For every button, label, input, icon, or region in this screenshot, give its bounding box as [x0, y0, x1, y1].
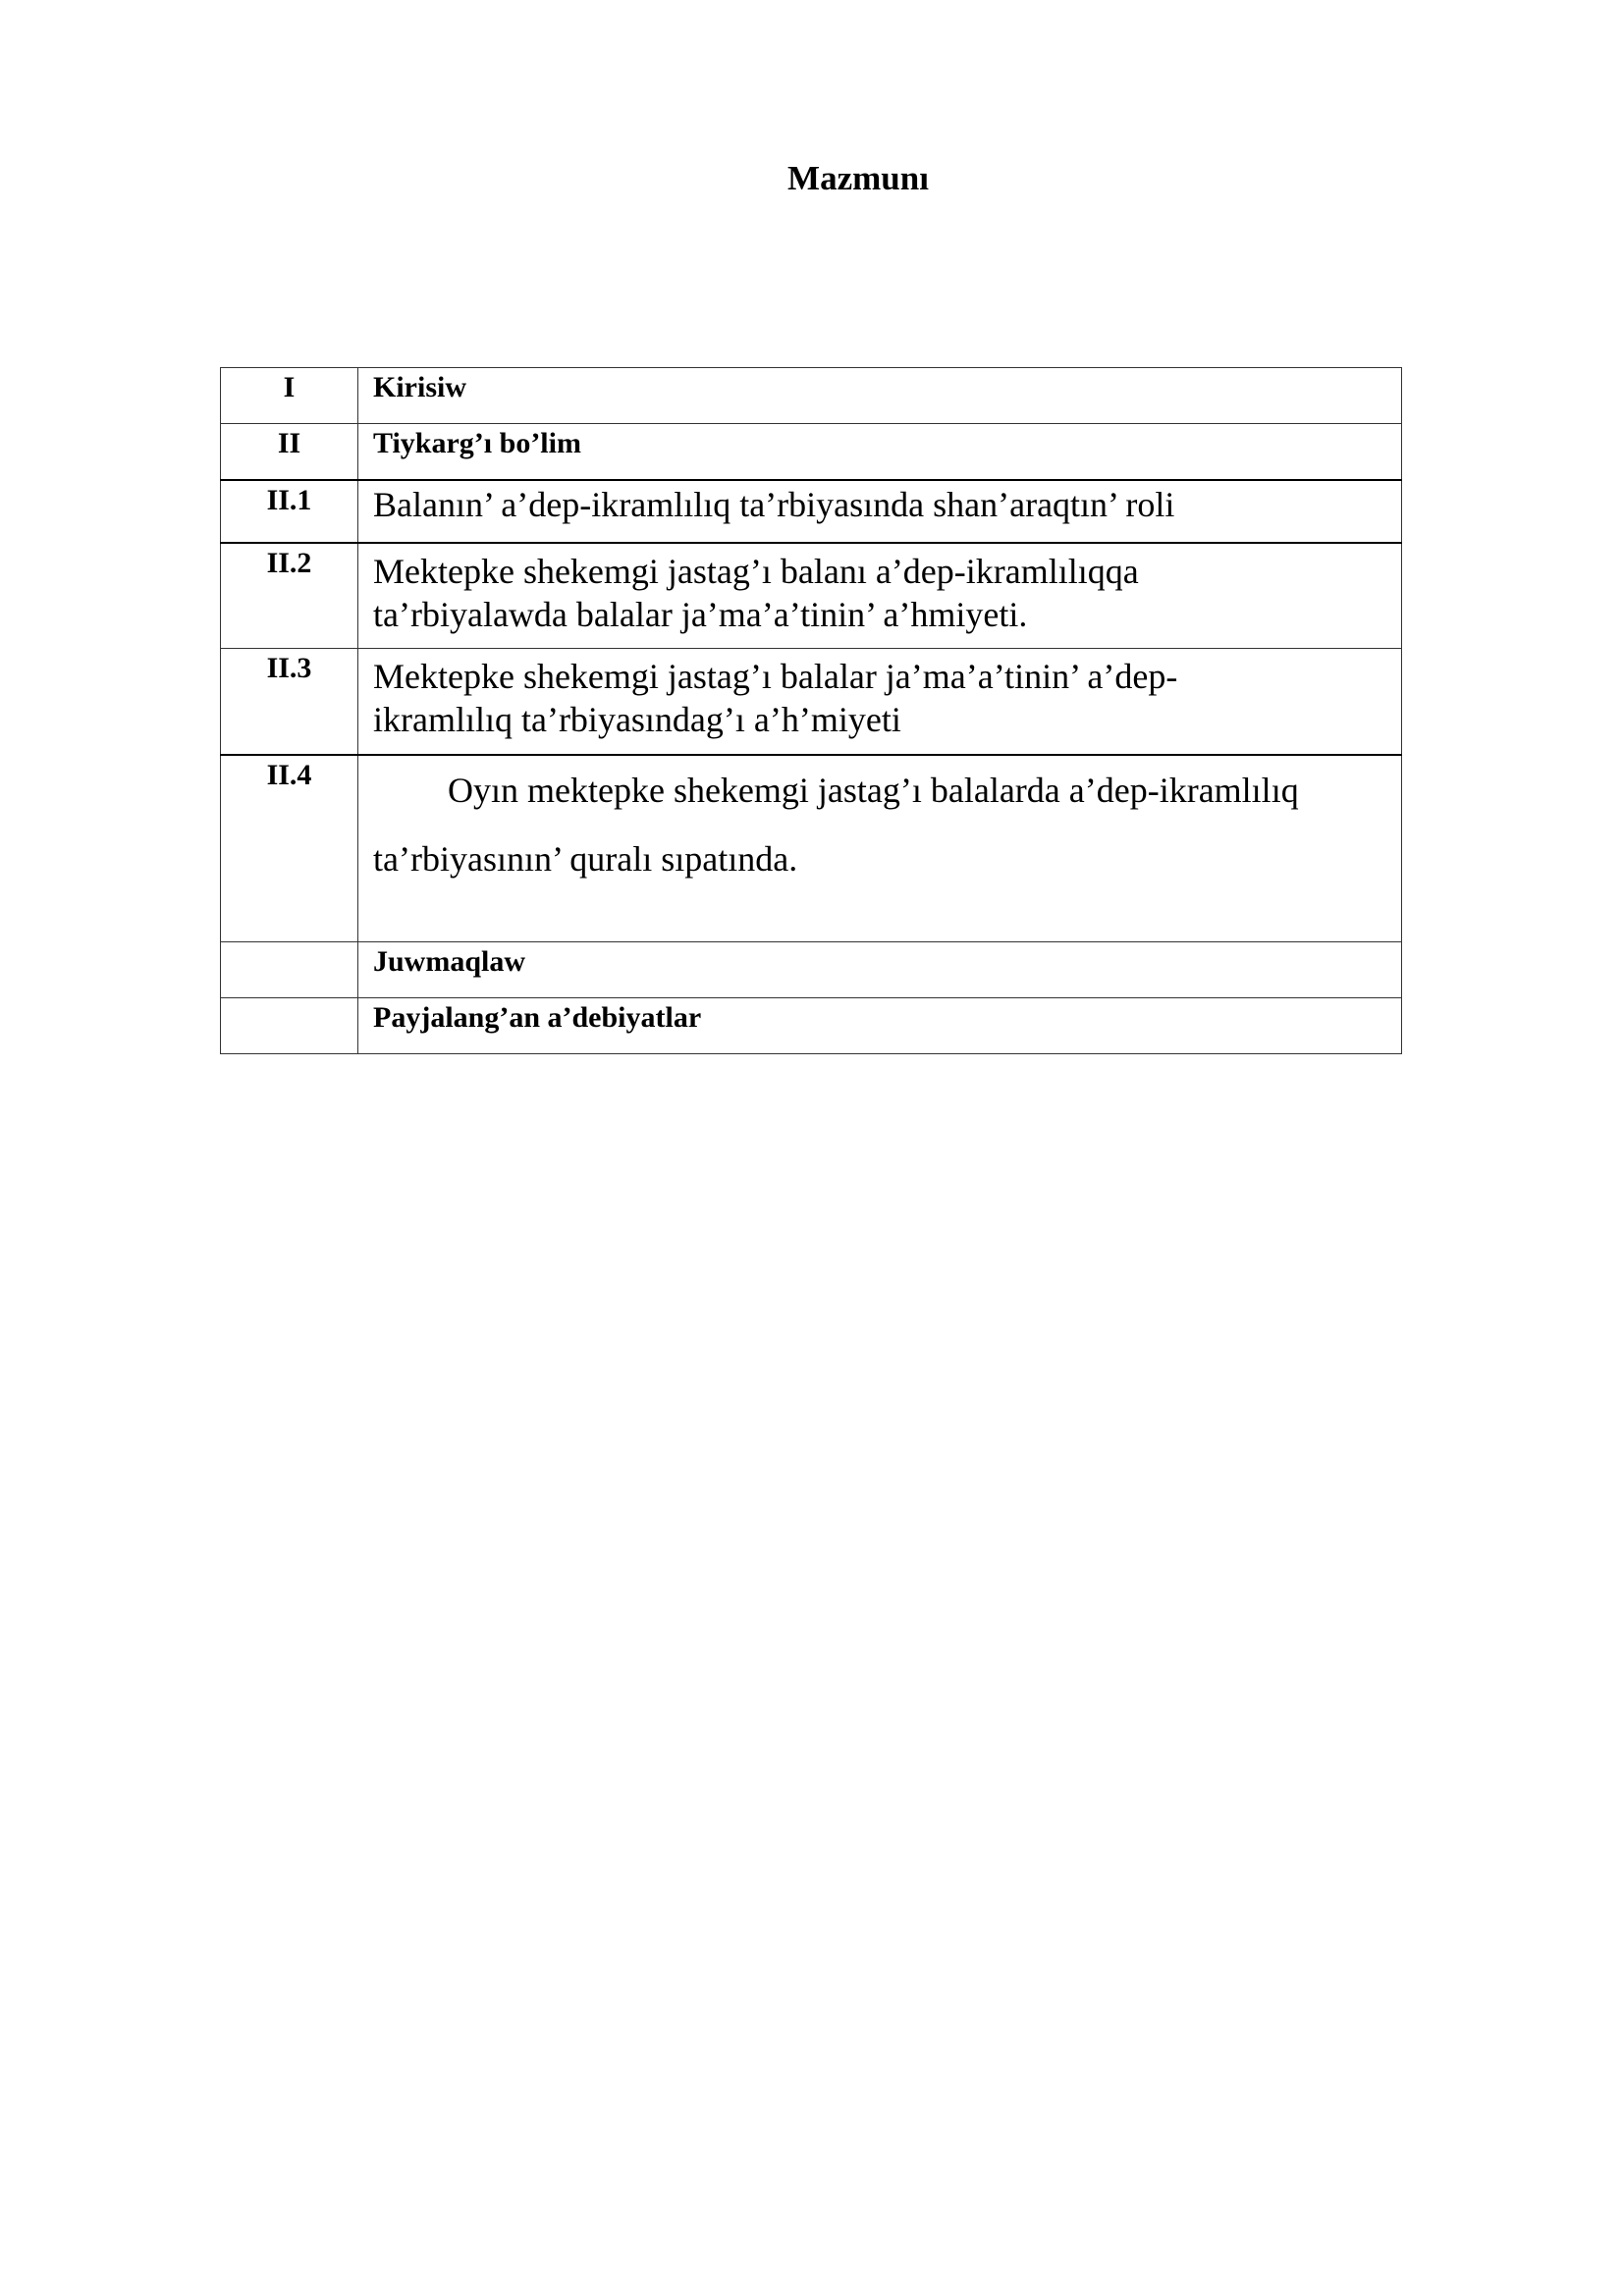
toc-number: II.3	[221, 649, 358, 755]
toc-row-ii-4	[221, 755, 1402, 942]
toc-number: II	[221, 424, 358, 480]
toc-number	[221, 942, 358, 998]
toc-title-text: Balanın’ a’dep-ikramlılıq ta’rbiyasında shan’araqtın’ roli	[373, 484, 1175, 524]
toc-row-intro	[221, 368, 1402, 424]
toc-title-line	[373, 756, 1391, 825]
toc-title	[358, 480, 1402, 543]
toc-title-text: Kirisiw	[373, 371, 466, 403]
toc-title	[358, 424, 1402, 480]
toc-row-ii-2	[221, 543, 1402, 649]
toc-title-text: Payjalang’an a’debiyatlar	[373, 1001, 702, 1034]
toc-number	[221, 998, 358, 1054]
page-title: Mazmunı	[787, 159, 929, 197]
toc-row-ii-1	[221, 480, 1402, 543]
toc-title	[358, 649, 1402, 755]
toc-title	[358, 755, 1402, 942]
toc-title-line: Mektepke shekemgi jastag’ı balalar ja’ma’a’tinin’ a’dep-	[373, 657, 1178, 696]
toc-title	[358, 543, 1402, 649]
toc-number: II.2	[221, 543, 358, 649]
toc-title-line: ta’rbiyasının’ quralı sıpatında.	[373, 838, 798, 879]
table-of-contents	[220, 367, 1402, 1054]
toc-row-main-part	[221, 424, 1402, 480]
toc-number: I	[221, 368, 358, 424]
toc-title	[358, 942, 1402, 998]
toc-row-conclusion	[221, 942, 1402, 998]
toc-number: II.4	[221, 755, 358, 942]
toc-title	[358, 998, 1402, 1054]
toc-title	[358, 368, 1402, 424]
toc-row-ii-3	[221, 649, 1402, 755]
toc-title-text: Tiykarg’ı bo’lim	[373, 427, 581, 459]
toc-title-text: Oyın mektepke shekemgi jastag’ı balalarda a’dep-ikramlılıq	[448, 770, 1299, 810]
toc-title-line: Mektepke shekemgi jastag’ı balanı a’dep-ikramlılıqqa	[373, 551, 1139, 591]
toc-title-line: ikramlılıq ta’rbiyasındag’ı a’h’miyeti	[373, 700, 901, 739]
toc-row-references	[221, 998, 1402, 1054]
toc-title-line: ta’rbiyalawda balalar ja’ma’a’tinin’ a’hmiyeti.	[373, 594, 1028, 634]
toc-title-text: Juwmaqlaw	[373, 945, 526, 978]
toc-number: II.1	[221, 480, 358, 543]
